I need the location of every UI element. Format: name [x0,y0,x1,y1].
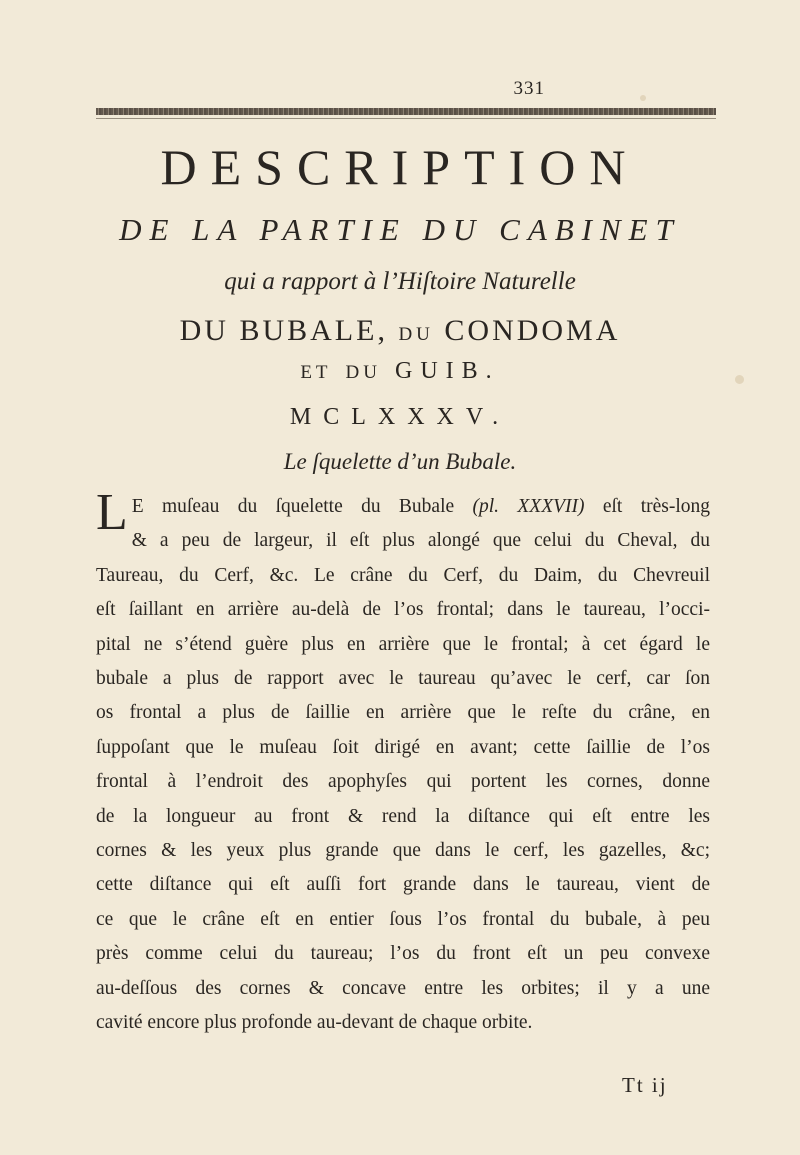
roman-numeral: MCLXXXV. [289,404,511,430]
text-line: E muſeau du ſquelette du Bubale (pl. XXXVII) eſt très-long [131,496,711,517]
text-line: au-deſſous des cornes & concave entre les orbites; il y a une [96,977,710,999]
catchword-signature: Tt ij [622,1073,668,1097]
text-line: cette diſtance qui eſt auſſi fort grande dans le taureau, vient de [96,874,710,896]
plate-reference: (pl. XXXVII) [472,496,585,517]
text-line: & a peu de largeur, il eſt plus alongé que celui du Cheval, du [131,530,710,552]
text-line: bubale a plus de rapport avec le taureau qu’avec le cerf, car ſon [96,668,710,690]
text-line: Taureau, du Cerf, &c. Le crâne du Cerf, du Daim, du Chevreuil [96,564,710,586]
title-italic-line: qui a rapport à l’Hiſtoire Naturelle [224,268,576,295]
text-line: pital ne s’étend guère plus en arrière que le frontal; à cet égard le [96,633,710,655]
body-paragraph [96,484,711,1041]
page-number: 331 [513,78,545,99]
text-line: près comme celui du taureau; l’os du front eſt un peu convexe [96,943,710,965]
text-line: os frontal a plus de ſaillie en arrière que le reſte du crâne, en [96,702,710,724]
title-condoma: CONDOMA [444,314,621,347]
text-line: de la longueur au front & rend la diſtance qui eſt entre les [96,805,710,827]
section-heading: Le ſquelette d’un Bubale. [283,449,517,474]
title-et: ET [300,362,332,383]
text-line: cavité encore plus profonde au-devant de chaque orbite. [96,1012,533,1034]
drop-cap: L [96,484,128,541]
title-animals-second [0,358,800,385]
title-subtitle: DE LA PARTIE DU CABINET [119,212,681,247]
title-du-small: DU [398,324,434,345]
text-line: ce que le crâne eſt en entier ſous l’os frontal du bubale, à peu [96,908,710,930]
text-line: ſuppoſant que le muſeau ſoit dirigé en avant; cette ſaillie de l’os [96,736,710,758]
title-animals [0,314,800,348]
foxing-spot [640,95,646,101]
text-line: cornes & les yeux plus grande que dans le cerf, les gazelles, &c; [96,840,710,862]
text-line: frontal à l’endroit des apophyſes qui portent les cornes, donne [96,771,710,793]
header-thin-rule [96,118,716,119]
title-du: DU [179,314,229,347]
title-main: DESCRIPTION [160,139,640,195]
header-ornament-rule [96,108,716,115]
text-line: eſt ſaillant en arrière au-delà de l’os frontal; dans le taureau, l’occi- [96,599,710,621]
title-du-small: DU [345,362,381,383]
title-guib: GUIB. [395,358,500,384]
title-bubale: BUBALE, [239,314,388,347]
